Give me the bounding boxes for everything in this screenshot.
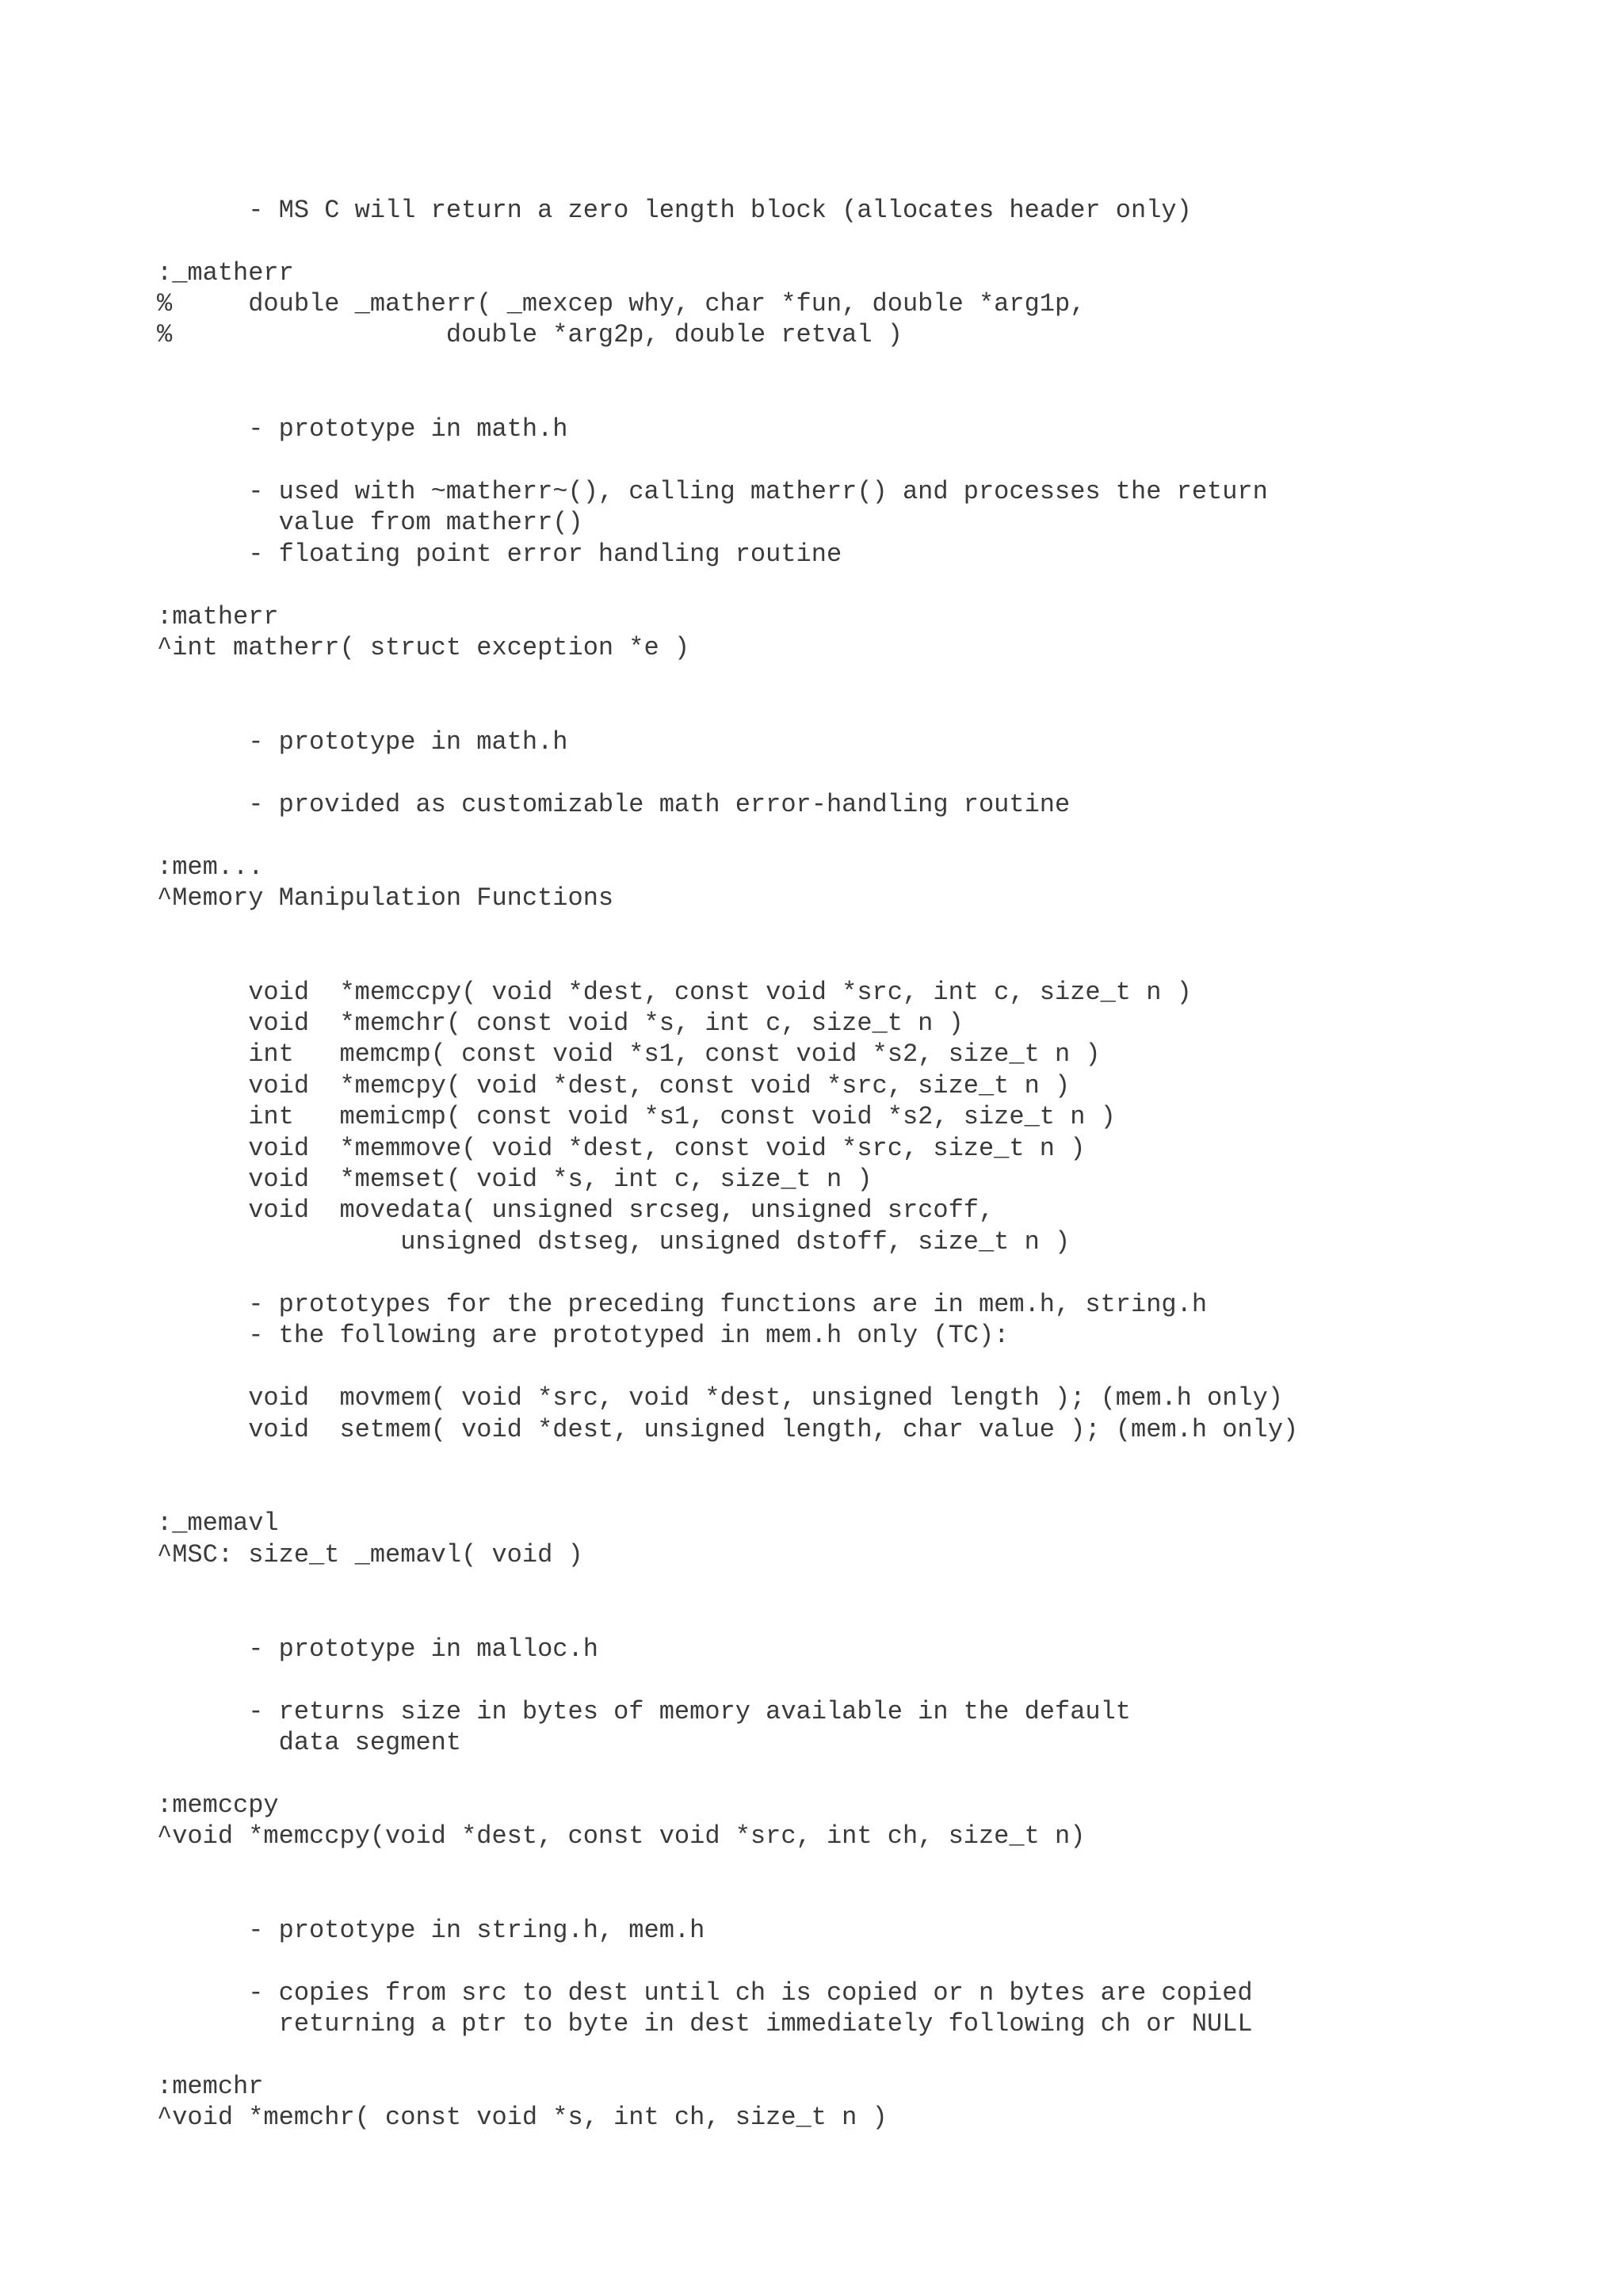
prototype-movmem: void movmem( void *src, void *dest, unsigned length ); (mem.h only): [157, 1383, 1284, 1413]
topic-label-matherr: :matherr: [157, 602, 279, 631]
signature-matherr: ^int matherr( struct exception *e ): [157, 633, 690, 662]
prototype-memchr: void *memchr( const void *s, int c, size_t n ): [157, 1009, 964, 1038]
note-prototype-string-mem-h: - prototype in string.h, mem.h: [157, 1916, 705, 1945]
prototype-movedata-line2: unsigned dstseg, unsigned dstoff, size_t n ): [157, 1227, 1071, 1257]
signature-memccpy: ^void *memccpy(void *dest, const void *src, int ch, size_t n): [157, 1821, 1086, 1851]
prototype-memccpy: void *memccpy( void *dest, const void *src, int c, size_t n ): [157, 978, 1192, 1007]
note-floating-point-error: - floating point error handling routine: [157, 540, 842, 569]
prototype-memmove: void *memmove( void *dest, const void *src, size_t n ): [157, 1134, 1086, 1163]
note-prototype-malloc-h: - prototype in malloc.h: [157, 1634, 598, 1664]
note-used-with-matherr: - used with ~matherr~(), calling matherr() and processes the return: [157, 477, 1268, 506]
heading-memory-manipulation: ^Memory Manipulation Functions: [157, 883, 614, 913]
prototype-setmem: void setmem( void *dest, unsigned length, char value ); (mem.h only): [157, 1415, 1299, 1444]
signature-_memavl: ^MSC: size_t _memavl( void ): [157, 1540, 583, 1569]
note-prototypes-mem-string: - prototypes for the preceding functions are in mem.h, string.h: [157, 1290, 1208, 1319]
signature-_matherr-line2: % double *arg2p, double retval ): [157, 320, 903, 349]
note-customizable-routine: - provided as customizable math error-handling routine: [157, 790, 1071, 819]
prototype-memcmp: int memcmp( const void *s1, const void *s2, size_t n ): [157, 1039, 1101, 1069]
prototype-memset: void *memset( void *s, int c, size_t n ): [157, 1165, 873, 1194]
prototype-movedata-line1: void movedata( unsigned srcseg, unsigned srcoff,: [157, 1196, 995, 1225]
topic-label-_matherr: :_matherr: [157, 258, 294, 288]
signature-memchr: ^void *memchr( const void *s, int ch, size_t n ): [157, 2103, 888, 2132]
note-returning-ptr: returning a ptr to byte in dest immediately following ch or NULL: [157, 2009, 1253, 2039]
note-prototype-math-h-2: - prototype in math.h: [157, 727, 568, 757]
prototype-memicmp: int memicmp( const void *s1, const void *s2, size_t n ): [157, 1102, 1116, 1131]
prototype-memcpy: void *memcpy( void *dest, const void *src, size_t n ): [157, 1071, 1071, 1100]
topic-label-mem: :mem...: [157, 852, 264, 882]
note-msc-zero-length: - MS C will return a zero length block (allocates header only): [157, 196, 1192, 225]
signature-_matherr-line1: % double _matherr( _mexcep why, char *fun, double *arg1p,: [157, 289, 1086, 318]
topic-label-memccpy: :memccpy: [157, 1791, 279, 1820]
note-copies-from-src: - copies from src to dest until ch is copied or n bytes are copied: [157, 1978, 1253, 2008]
note-data-segment: data segment: [157, 1728, 462, 1757]
note-returns-size-bytes: - returns size in bytes of memory available in the default: [157, 1697, 1131, 1726]
topic-label-memchr: :memchr: [157, 2072, 264, 2101]
note-following-mem-h-only: - the following are prototyped in mem.h only (TC):: [157, 1321, 1010, 1350]
note-value-from-matherr: value from matherr(): [157, 508, 583, 537]
note-prototype-math-h: - prototype in math.h: [157, 414, 568, 444]
topic-label-_memavl: :_memavl: [157, 1508, 279, 1538]
